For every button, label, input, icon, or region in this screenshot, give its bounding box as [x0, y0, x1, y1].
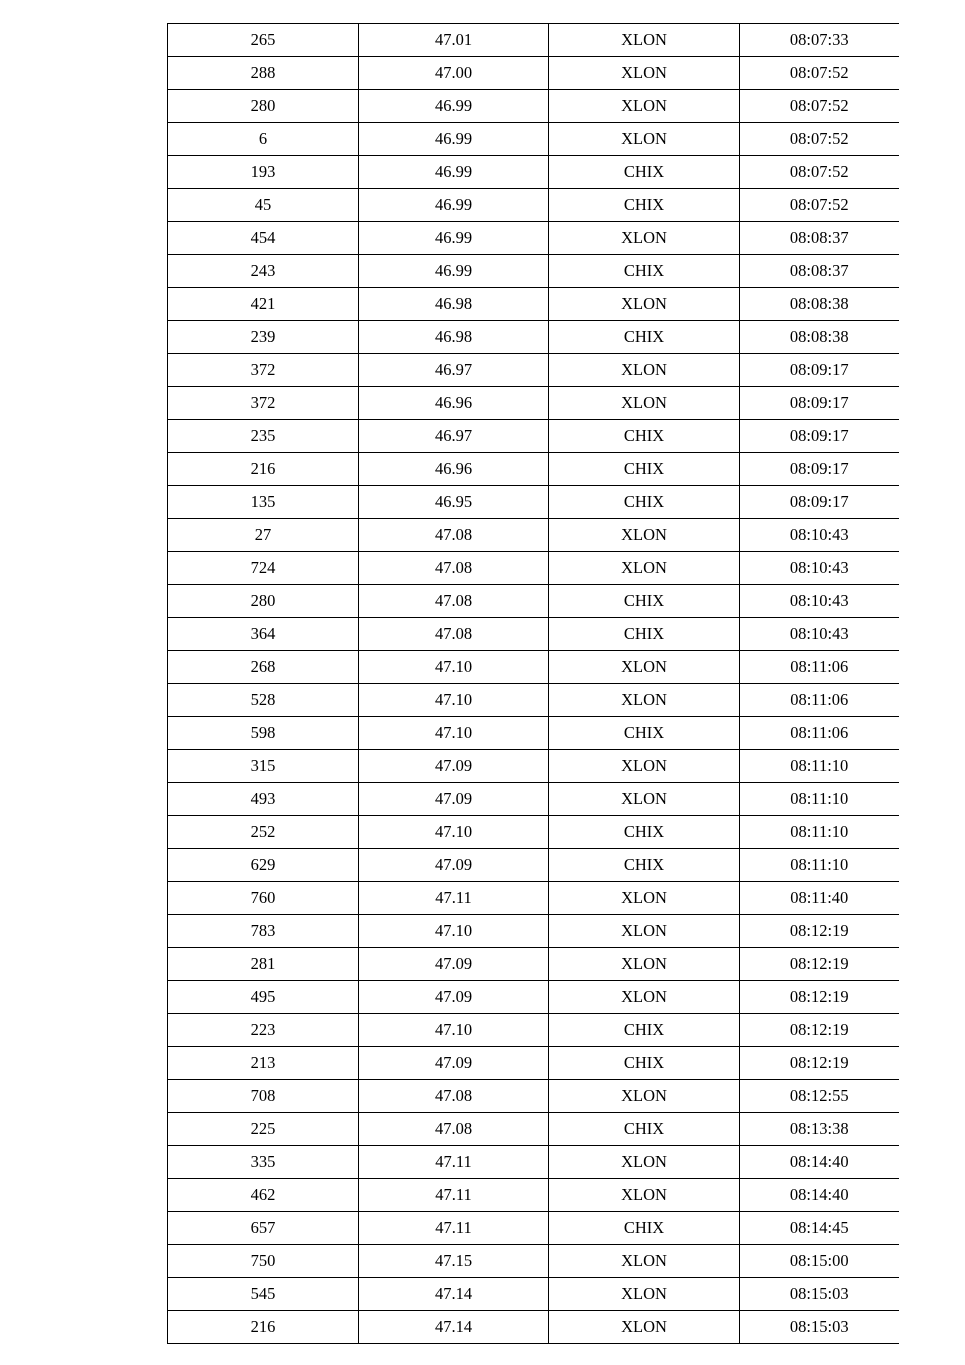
cell-time: 08:11:40 — [740, 882, 899, 915]
cell-quantity: 493 — [168, 783, 359, 816]
cell-time: 08:10:43 — [740, 519, 899, 552]
cell-price: 47.11 — [359, 1179, 549, 1212]
cell-price: 46.98 — [359, 321, 549, 354]
cell-price: 47.09 — [359, 1047, 549, 1080]
table-row — [168, 816, 899, 849]
cell-time: 08:11:10 — [740, 816, 899, 849]
cell-time: 08:11:06 — [740, 651, 899, 684]
cell-price: 47.08 — [359, 585, 549, 618]
cell-time: 08:07:33 — [740, 24, 899, 57]
table-row — [168, 1245, 899, 1278]
cell-time: 08:12:19 — [740, 1047, 899, 1080]
cell-price: 46.99 — [359, 90, 549, 123]
cell-venue: CHIX — [549, 321, 740, 354]
cell-quantity: 495 — [168, 981, 359, 1014]
table-row — [168, 1080, 899, 1113]
table-row — [168, 420, 899, 453]
cell-quantity: 280 — [168, 90, 359, 123]
table-row — [168, 981, 899, 1014]
cell-time: 08:10:43 — [740, 552, 899, 585]
cell-venue: XLON — [549, 651, 740, 684]
cell-venue: XLON — [549, 222, 740, 255]
cell-quantity: 372 — [168, 354, 359, 387]
cell-time: 08:11:06 — [740, 717, 899, 750]
cell-quantity: 243 — [168, 255, 359, 288]
cell-venue: XLON — [549, 684, 740, 717]
cell-time: 08:15:03 — [740, 1278, 899, 1311]
cell-quantity: 6 — [168, 123, 359, 156]
cell-quantity: 213 — [168, 1047, 359, 1080]
cell-quantity: 252 — [168, 816, 359, 849]
cell-time: 08:13:38 — [740, 1113, 899, 1146]
cell-time: 08:07:52 — [740, 57, 899, 90]
cell-price: 47.09 — [359, 783, 549, 816]
trades-table-body — [168, 24, 899, 1344]
table-row — [168, 1311, 899, 1344]
cell-venue: XLON — [549, 882, 740, 915]
table-row — [168, 387, 899, 420]
cell-price: 47.10 — [359, 651, 549, 684]
table-row — [168, 453, 899, 486]
cell-venue: XLON — [549, 1179, 740, 1212]
table-row — [168, 948, 899, 981]
cell-venue: XLON — [549, 1146, 740, 1179]
cell-quantity: 372 — [168, 387, 359, 420]
cell-time: 08:08:38 — [740, 288, 899, 321]
cell-time: 08:12:55 — [740, 1080, 899, 1113]
cell-price: 46.97 — [359, 354, 549, 387]
cell-venue: CHIX — [549, 420, 740, 453]
cell-time: 08:12:19 — [740, 1014, 899, 1047]
cell-price: 47.10 — [359, 684, 549, 717]
cell-venue: CHIX — [549, 849, 740, 882]
table-row — [168, 123, 899, 156]
cell-time: 08:09:17 — [740, 387, 899, 420]
cell-quantity: 193 — [168, 156, 359, 189]
cell-quantity: 315 — [168, 750, 359, 783]
cell-venue: XLON — [549, 783, 740, 816]
cell-time: 08:14:40 — [740, 1179, 899, 1212]
table-row — [168, 321, 899, 354]
cell-price: 46.95 — [359, 486, 549, 519]
table-row — [168, 783, 899, 816]
cell-venue: XLON — [549, 387, 740, 420]
cell-time: 08:11:10 — [740, 849, 899, 882]
table-row — [168, 1146, 899, 1179]
cell-venue: XLON — [549, 1245, 740, 1278]
cell-time: 08:08:37 — [740, 222, 899, 255]
cell-venue: XLON — [549, 552, 740, 585]
cell-price: 47.14 — [359, 1278, 549, 1311]
cell-quantity: 235 — [168, 420, 359, 453]
table-row — [168, 156, 899, 189]
cell-price: 47.01 — [359, 24, 549, 57]
cell-price: 47.08 — [359, 1080, 549, 1113]
cell-venue: CHIX — [549, 189, 740, 222]
cell-time: 08:11:06 — [740, 684, 899, 717]
cell-venue: XLON — [549, 750, 740, 783]
cell-price: 46.99 — [359, 222, 549, 255]
cell-price: 47.10 — [359, 1014, 549, 1047]
cell-quantity: 598 — [168, 717, 359, 750]
cell-time: 08:12:19 — [740, 915, 899, 948]
cell-time: 08:08:37 — [740, 255, 899, 288]
cell-venue: CHIX — [549, 1212, 740, 1245]
cell-quantity: 335 — [168, 1146, 359, 1179]
cell-quantity: 216 — [168, 453, 359, 486]
table-row — [168, 1014, 899, 1047]
cell-quantity: 239 — [168, 321, 359, 354]
table-row — [168, 750, 899, 783]
cell-quantity: 760 — [168, 882, 359, 915]
cell-quantity: 280 — [168, 585, 359, 618]
cell-quantity: 421 — [168, 288, 359, 321]
cell-price: 47.14 — [359, 1311, 549, 1344]
table-row — [168, 255, 899, 288]
cell-quantity: 265 — [168, 24, 359, 57]
cell-venue: CHIX — [549, 618, 740, 651]
cell-price: 46.98 — [359, 288, 549, 321]
cell-venue: XLON — [549, 1311, 740, 1344]
cell-price: 47.08 — [359, 1113, 549, 1146]
cell-quantity: 462 — [168, 1179, 359, 1212]
cell-venue: XLON — [549, 981, 740, 1014]
cell-price: 47.11 — [359, 1146, 549, 1179]
cell-venue: XLON — [549, 519, 740, 552]
cell-time: 08:14:45 — [740, 1212, 899, 1245]
cell-price: 47.08 — [359, 519, 549, 552]
cell-quantity: 454 — [168, 222, 359, 255]
cell-venue: XLON — [549, 1080, 740, 1113]
table-row — [168, 222, 899, 255]
trades-table — [167, 23, 899, 1344]
cell-quantity: 281 — [168, 948, 359, 981]
cell-time: 08:08:38 — [740, 321, 899, 354]
cell-quantity: 724 — [168, 552, 359, 585]
cell-price: 47.09 — [359, 948, 549, 981]
cell-price: 47.09 — [359, 750, 549, 783]
table-row — [168, 189, 899, 222]
table-row — [168, 90, 899, 123]
cell-quantity: 750 — [168, 1245, 359, 1278]
cell-price: 46.99 — [359, 255, 549, 288]
cell-venue: CHIX — [549, 717, 740, 750]
cell-time: 08:07:52 — [740, 123, 899, 156]
cell-price: 47.10 — [359, 816, 549, 849]
table-row — [168, 618, 899, 651]
table-row — [168, 585, 899, 618]
cell-quantity: 629 — [168, 849, 359, 882]
cell-venue: XLON — [549, 354, 740, 387]
cell-quantity: 268 — [168, 651, 359, 684]
cell-quantity: 528 — [168, 684, 359, 717]
table-row — [168, 1113, 899, 1146]
cell-quantity: 364 — [168, 618, 359, 651]
cell-time: 08:11:10 — [740, 783, 899, 816]
cell-price: 46.96 — [359, 453, 549, 486]
cell-quantity: 225 — [168, 1113, 359, 1146]
table-row — [168, 1212, 899, 1245]
cell-price: 47.00 — [359, 57, 549, 90]
cell-time: 08:14:40 — [740, 1146, 899, 1179]
cell-price: 47.08 — [359, 618, 549, 651]
cell-price: 46.99 — [359, 123, 549, 156]
cell-quantity: 216 — [168, 1311, 359, 1344]
table-row — [168, 651, 899, 684]
table-row — [168, 717, 899, 750]
cell-price: 46.99 — [359, 156, 549, 189]
cell-time: 08:09:17 — [740, 453, 899, 486]
cell-venue: XLON — [549, 90, 740, 123]
cell-price: 47.10 — [359, 915, 549, 948]
cell-quantity: 657 — [168, 1212, 359, 1245]
cell-time: 08:15:00 — [740, 1245, 899, 1278]
table-row — [168, 57, 899, 90]
cell-time: 08:11:10 — [740, 750, 899, 783]
cell-quantity: 45 — [168, 189, 359, 222]
cell-venue: XLON — [549, 57, 740, 90]
cell-quantity: 223 — [168, 1014, 359, 1047]
cell-time: 08:12:19 — [740, 948, 899, 981]
cell-time: 08:07:52 — [740, 90, 899, 123]
cell-time: 08:09:17 — [740, 354, 899, 387]
table-row — [168, 519, 899, 552]
cell-time: 08:12:19 — [740, 981, 899, 1014]
cell-venue: CHIX — [549, 255, 740, 288]
cell-price: 46.97 — [359, 420, 549, 453]
table-row — [168, 486, 899, 519]
cell-venue: CHIX — [549, 453, 740, 486]
cell-price: 47.11 — [359, 882, 549, 915]
table-row — [168, 24, 899, 57]
cell-venue: XLON — [549, 123, 740, 156]
cell-venue: XLON — [549, 24, 740, 57]
table-row — [168, 1278, 899, 1311]
cell-venue: CHIX — [549, 486, 740, 519]
cell-venue: CHIX — [549, 156, 740, 189]
cell-venue: XLON — [549, 1278, 740, 1311]
cell-venue: CHIX — [549, 1014, 740, 1047]
cell-price: 47.10 — [359, 717, 549, 750]
cell-price: 47.09 — [359, 849, 549, 882]
table-row — [168, 1047, 899, 1080]
table-row — [168, 552, 899, 585]
cell-venue: CHIX — [549, 1047, 740, 1080]
cell-time: 08:10:43 — [740, 585, 899, 618]
table-row — [168, 354, 899, 387]
cell-price: 46.96 — [359, 387, 549, 420]
cell-price: 47.08 — [359, 552, 549, 585]
cell-price: 47.15 — [359, 1245, 549, 1278]
cell-quantity: 783 — [168, 915, 359, 948]
table-row — [168, 849, 899, 882]
cell-venue: XLON — [549, 948, 740, 981]
cell-quantity: 27 — [168, 519, 359, 552]
cell-quantity: 545 — [168, 1278, 359, 1311]
cell-price: 46.99 — [359, 189, 549, 222]
cell-time: 08:07:52 — [740, 189, 899, 222]
cell-venue: XLON — [549, 288, 740, 321]
table-row — [168, 915, 899, 948]
cell-time: 08:09:17 — [740, 486, 899, 519]
cell-quantity: 135 — [168, 486, 359, 519]
cell-venue: CHIX — [549, 816, 740, 849]
cell-quantity: 288 — [168, 57, 359, 90]
cell-price: 47.11 — [359, 1212, 549, 1245]
cell-venue: CHIX — [549, 1113, 740, 1146]
cell-time: 08:09:17 — [740, 420, 899, 453]
cell-time: 08:10:43 — [740, 618, 899, 651]
table-row — [168, 684, 899, 717]
table-row — [168, 288, 899, 321]
cell-quantity: 708 — [168, 1080, 359, 1113]
cell-venue: CHIX — [549, 585, 740, 618]
cell-time: 08:07:52 — [740, 156, 899, 189]
table-row — [168, 882, 899, 915]
cell-price: 47.09 — [359, 981, 549, 1014]
table-row — [168, 1179, 899, 1212]
cell-time: 08:15:03 — [740, 1311, 899, 1344]
cell-venue: XLON — [549, 915, 740, 948]
